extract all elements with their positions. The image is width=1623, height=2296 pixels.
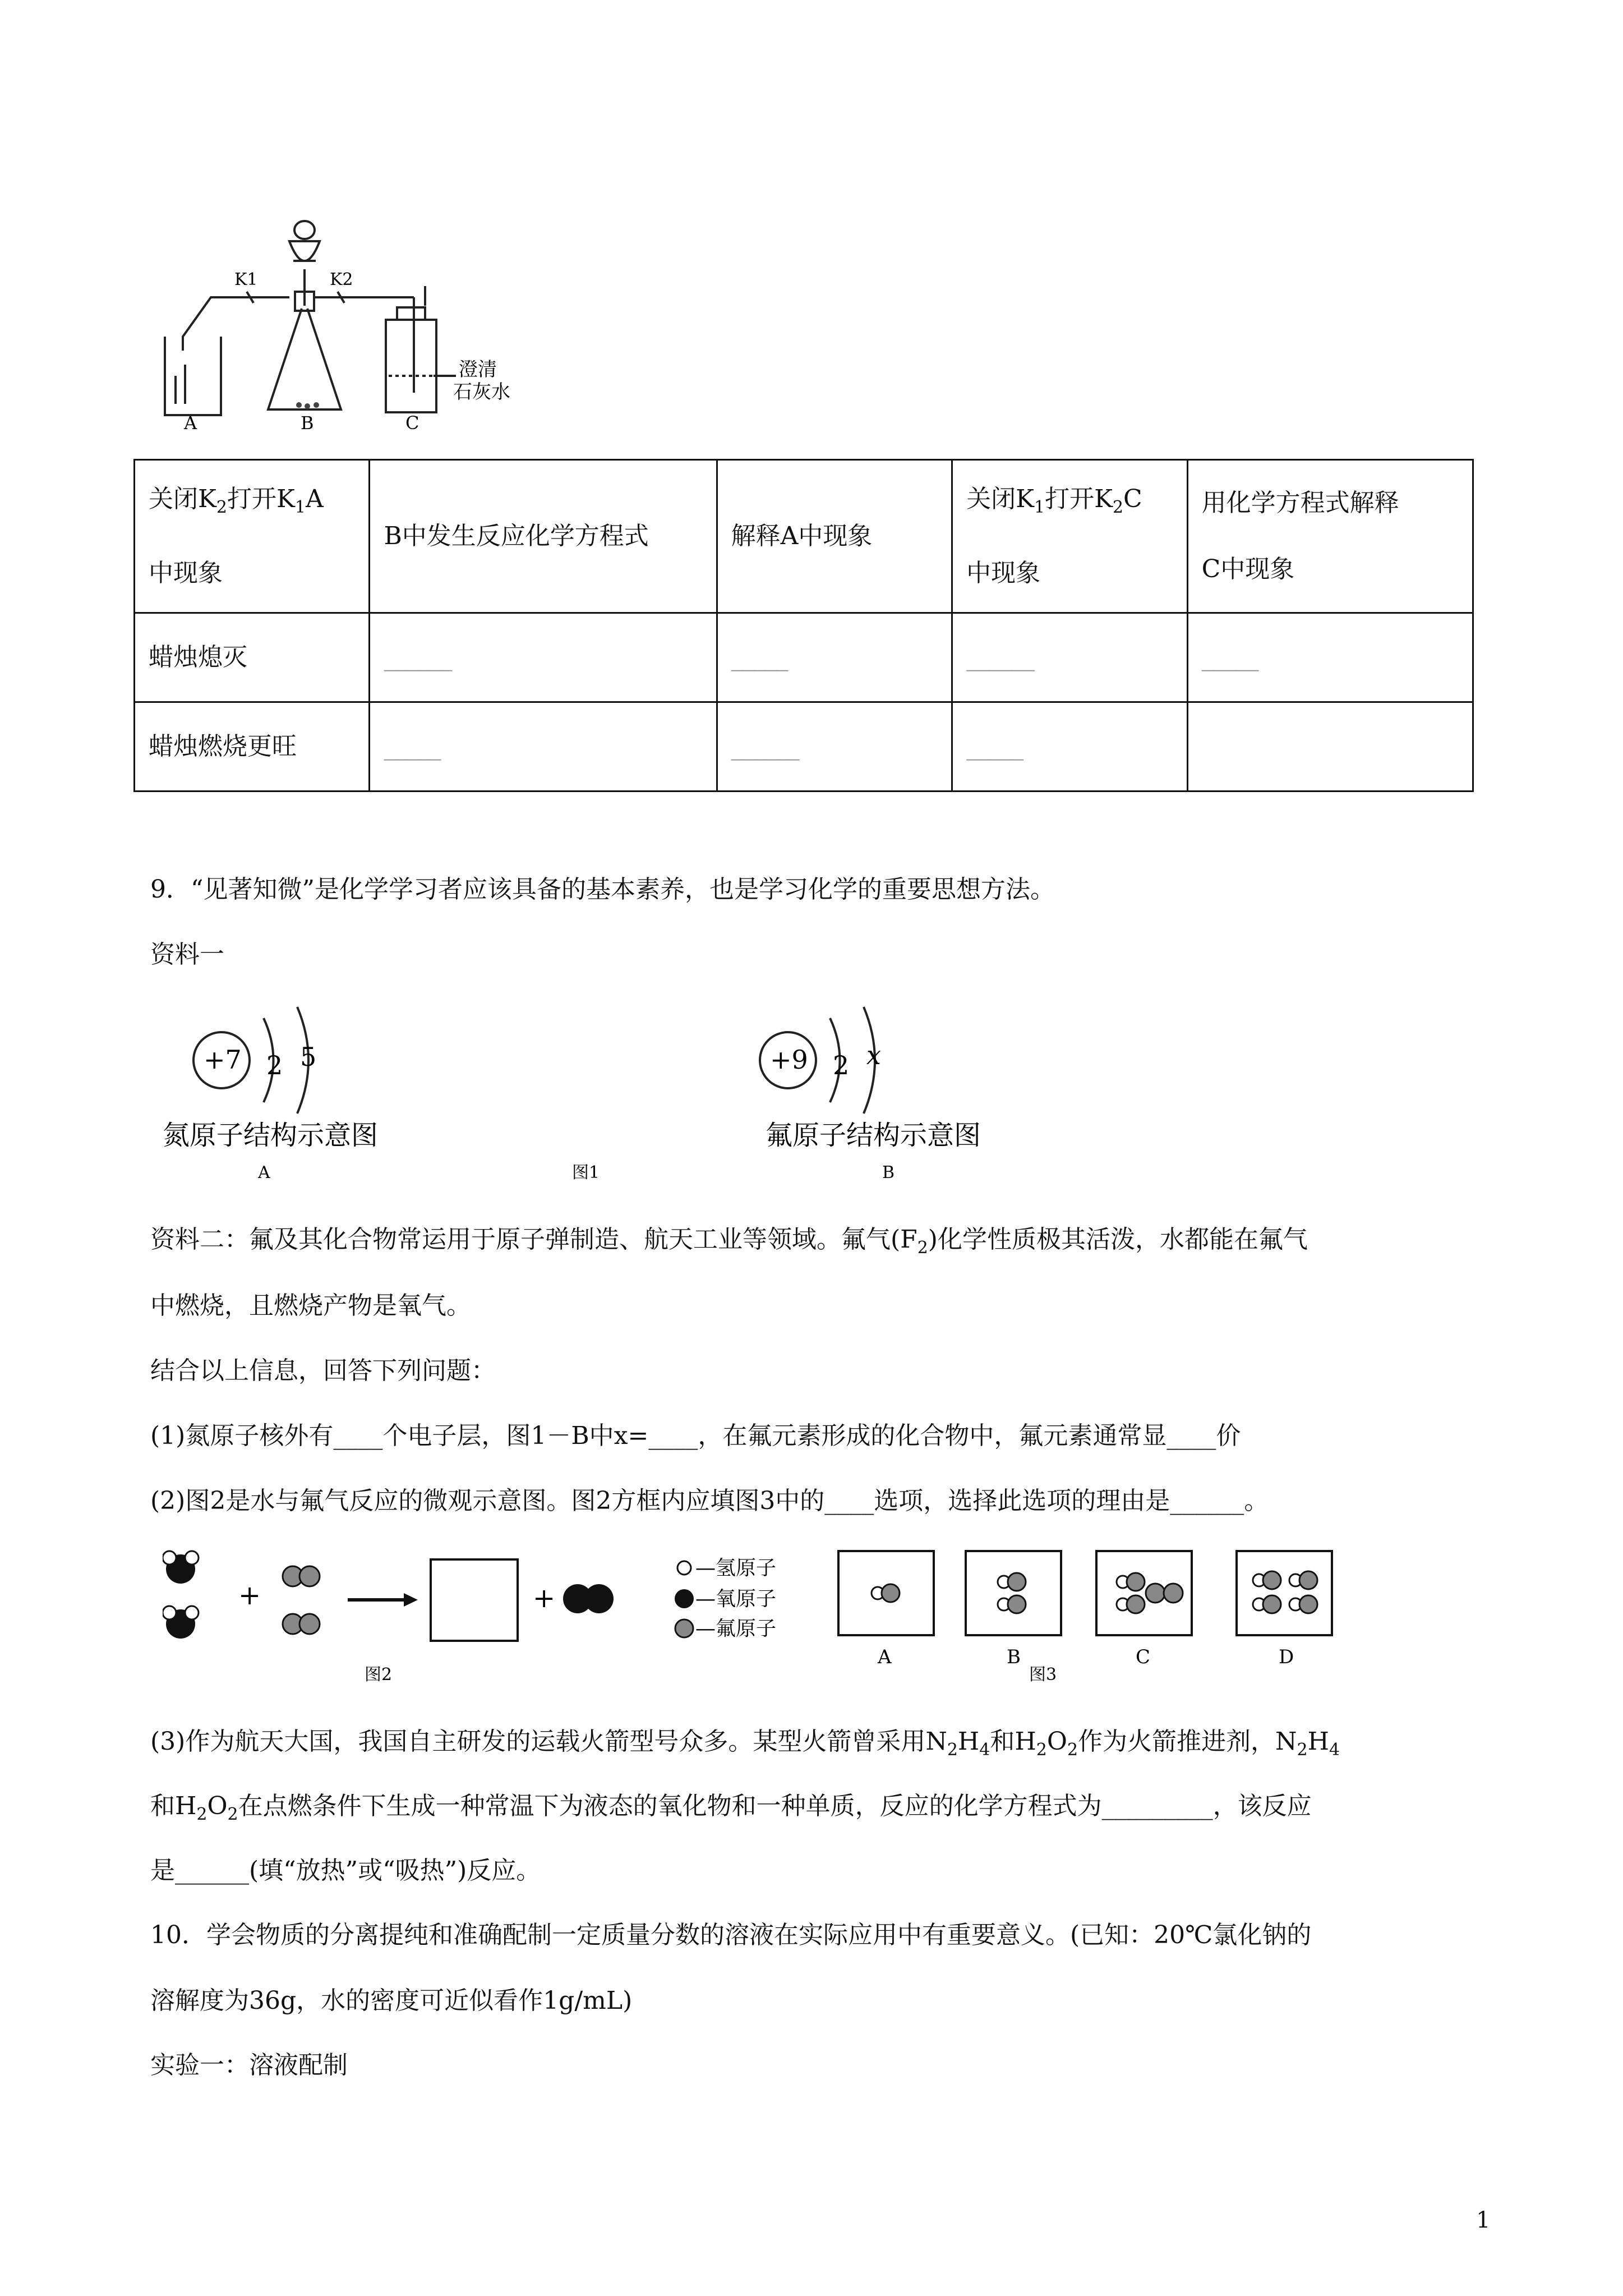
answer-blank[interactable]: ______: [952, 613, 1188, 702]
water-molecules: [163, 1551, 199, 1639]
q9-stem: 9．“见著知微”是化学学习者应该具备的基本素养，也是学习化学的重要思想方法。: [150, 875, 1055, 904]
q9-sub3-line3: 是______(填“放热”或“吸热”)反应。: [150, 1856, 541, 1885]
n-shell1: 2: [266, 1050, 283, 1080]
q10-line2: 溶解度为36g，水的密度可近似看作1g/mL): [150, 1986, 633, 2015]
answer-blank[interactable]: _____: [952, 702, 1188, 792]
answer-blank[interactable]: _____: [370, 702, 717, 792]
n-shell2: 5: [300, 1042, 317, 1072]
table-header-row: [135, 460, 1473, 613]
fig1-letter-b: B: [882, 1163, 895, 1182]
header-cell: 关闭$K_1$打开$K_2C$ 中现象: [952, 460, 1188, 613]
f-caption: 氟原子结构示意图: [766, 1120, 981, 1151]
label-c: C: [405, 412, 419, 432]
answer-blank[interactable]: _____: [1187, 613, 1473, 702]
label-b: B: [301, 412, 314, 432]
f-shell2: x: [866, 1040, 881, 1070]
option-b-label: B: [1007, 1646, 1021, 1668]
plus-sign-2: +: [533, 1582, 556, 1614]
legend-f: —氟原子: [695, 1617, 777, 1640]
answer-box: [431, 1559, 518, 1641]
table-cell: 蜡烛熄灭: [135, 613, 370, 702]
fig1-letter-a: A: [258, 1163, 270, 1182]
plus-sign: +: [238, 1580, 261, 1611]
answer-blank[interactable]: ______: [717, 702, 952, 792]
q9-sub3-line2: 和$H_2O_2$在点燃条件下生成一种常温下为液态的氧化物和一种单质，反应的化学方程式为_________，该反应: [150, 1792, 1312, 1824]
page-number: 1: [1476, 2207, 1491, 2233]
header-cell: 用化学方程式解释 C中现象: [1187, 460, 1473, 613]
clear-label: 澄清: [459, 358, 497, 381]
table-row: [135, 702, 1473, 792]
label-a: A: [184, 412, 197, 432]
q9-sub1: (1)氮原子核外有____个电子层，图1－B中x=____，在氟元素形成的化合物中，氟元素通常显____价: [150, 1421, 1241, 1450]
q10-exp1: 实验一：溶液配制: [150, 2051, 348, 2079]
header-cell: B中发生反应化学方程式: [370, 460, 717, 613]
answer-blank[interactable]: ______: [370, 613, 717, 702]
option-a-label: A: [878, 1646, 892, 1668]
option-c-label: C: [1136, 1646, 1151, 1668]
answer-blank[interactable]: _____: [717, 613, 952, 702]
header-cell: 关闭$K_2$打开$K_1A$ 中现象: [135, 460, 370, 613]
apparatus-figure: [150, 208, 532, 432]
material2-line1: 资料二：氟及其化合物常运用于原子弹制造、航天工业等领域。氟气$(F_2)$化学性质极其活泼，水都能在氟气: [150, 1225, 1308, 1258]
material2-line2: 中燃烧，且燃烧产物是氧气。: [150, 1291, 471, 1320]
figure-1: [163, 996, 1038, 1186]
n-nucleus: +7: [204, 1045, 242, 1075]
table-row: [135, 613, 1473, 702]
k1-label: K1: [234, 270, 258, 289]
q8-table: [133, 459, 1474, 792]
fig3-label: 图3: [1029, 1665, 1057, 1685]
q9-sub2: (2)图2是水与氟气反应的微观示意图。图2方框内应填图3中的____选项，选择此选项的理由是______。: [150, 1487, 1269, 1515]
option-d-label: D: [1279, 1646, 1294, 1668]
combine-text: 结合以上信息，回答下列问题：: [150, 1356, 496, 1385]
q10-line1: 10．学会物质的分离提纯和准确配制一定质量分数的溶液在实际应用中有重要意义。(已知：20℃氯化钠的: [150, 1921, 1312, 1949]
k2-label: K2: [330, 270, 353, 289]
legend-h: —氢原子: [695, 1557, 777, 1580]
f-nucleus: +9: [770, 1045, 808, 1075]
f-shell1: 2: [833, 1050, 850, 1080]
header-cell: 解释A中现象: [717, 460, 952, 613]
table-cell: 蜡烛燃烧更旺: [135, 702, 370, 792]
limewater-label: 石灰水: [453, 381, 510, 403]
figure-2-3: [163, 1545, 1396, 1691]
fig2-label: 图2: [365, 1665, 393, 1685]
legend-o: —氧原子: [695, 1588, 777, 1611]
fig1-label: 图1: [572, 1163, 600, 1182]
q9-sub3-line1: (3)作为航天大国，我国自主研发的运载火箭型号众多。某型火箭曾采用$N_2H_4$和$H_2O_2$作为火箭推进剂，$N_2H_4$: [150, 1727, 1340, 1760]
n-caption: 氮原子结构示意图: [163, 1120, 379, 1151]
table-cell: [1187, 702, 1473, 792]
material1-label: 资料一: [150, 940, 224, 969]
